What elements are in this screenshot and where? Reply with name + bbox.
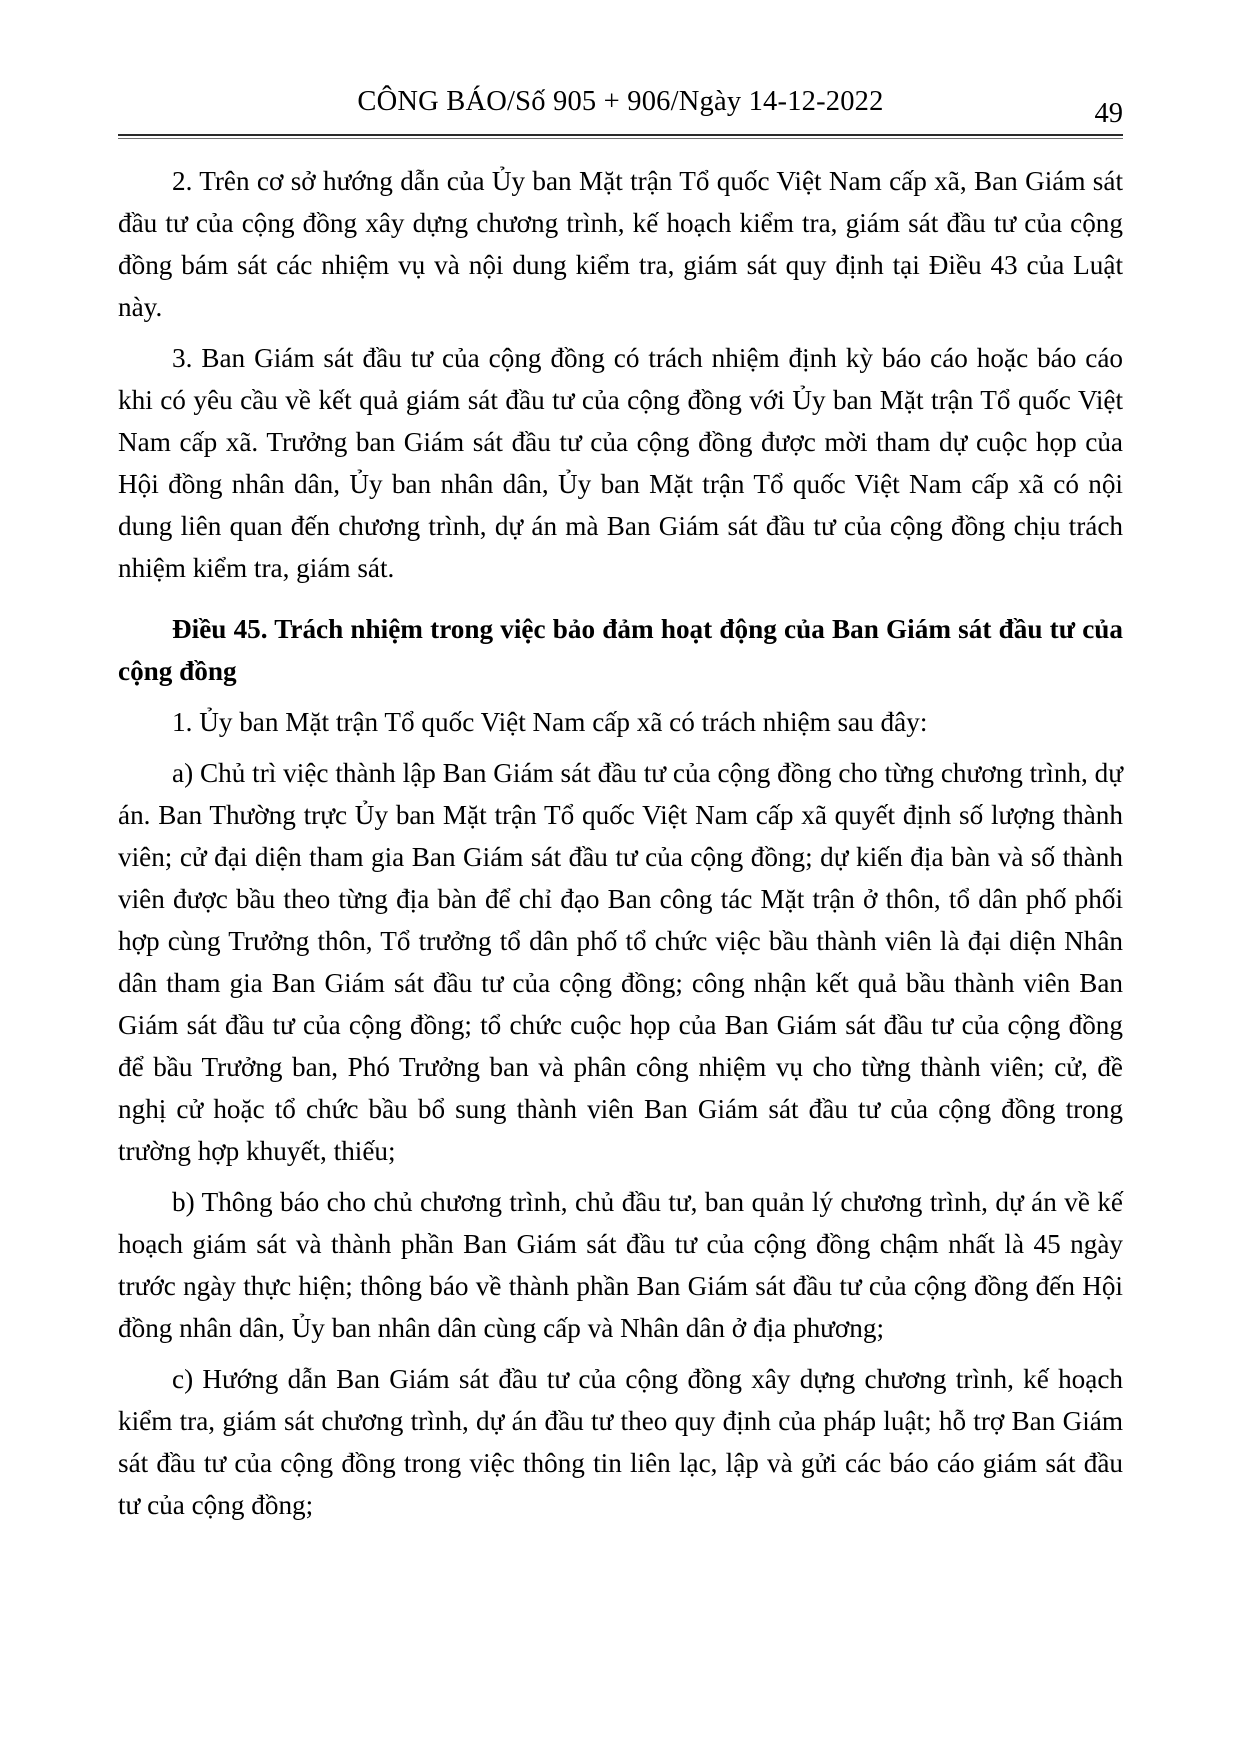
paragraph-article-45-point-c: c) Hướng dẫn Ban Giám sát đầu tư của cộng đồng xây dựng chương trình, kế hoạch kiểm tra, giám sát chương trình, dự án đầu tư theo quy định của pháp luật; hỗ trợ Ban Giám sát đầu tư của cộng đồng trong việc thông tin liên lạc, lập và gửi các báo cáo giám sát đầu tư của cộng đồng; [118,1364,1123,1521]
page-number: 49 [1094,98,1123,129]
running-head-title: CÔNG BÁO/Số 905 + 906/Ngày 14-12-2022 [357,86,884,117]
running-head [118,86,1123,130]
paragraph-article-45-point-b: b) Thông báo cho chủ chương trình, chủ đầu tư, ban quản lý chương trình, dự án về kế hoạch giám sát và thành phần Ban Giám sát đầu tư của cộng đồng chậm nhất là 45 ngày trước ngày thực hiện; thông báo về thành phần Ban Giám sát đầu tư của cộng đồng đến Hội đồng nhân dân, Ủy ban nhân dân cùng cấp và Nhân dân ở địa phương; [118,1187,1123,1344]
paragraph-clause-3: 3. Ban Giám sát đầu tư của cộng đồng có trách nhiệm định kỳ báo cáo hoặc báo cáo khi có yêu cầu về kết quả giám sát đầu tư của cộng đồng với Ủy ban Mặt trận Tổ quốc Việt Nam cấp xã. Trưởng ban Giám sát đầu tư của cộng đồng được mời tham dự cuộc họp của Hội đồng nhân dân, Ủy ban nhân dân, Ủy ban Mặt trận Tổ quốc Việt Nam cấp xã có nội dung liên quan đến chương trình, dự án mà Ban Giám sát đầu tư của cộng đồng chịu trách nhiệm kiểm tra, giám sát. [118,343,1123,584]
header-divider [118,134,1123,139]
paragraph-clause-2: 2. Trên cơ sở hướng dẫn của Ủy ban Mặt trận Tổ quốc Việt Nam cấp xã, Ban Giám sát đầu tư của cộng đồng xây dựng chương trình, kế hoạch kiểm tra, giám sát đầu tư của cộng đồng bám sát các nhiệm vụ và nội dung kiểm tra, giám sát quy định tại Điều 43 của Luật này. [118,166,1123,323]
paragraph-article-45-point-a: a) Chủ trì việc thành lập Ban Giám sát đầu tư của cộng đồng cho từng chương trình, dự án. Ban Thường trực Ủy ban Mặt trận Tổ quốc Việt Nam cấp xã quyết định số lượng thành viên; cử đại diện tham gia Ban Giám sát đầu tư của cộng đồng; dự kiến địa bàn và số thành viên được bầu theo từng địa bàn để chỉ đạo Ban công tác Mặt trận ở thôn, tổ dân phố phối hợp cùng Trưởng thôn, Tổ trưởng tổ dân phố tổ chức việc bầu thành viên là đại diện Nhân dân tham gia Ban Giám sát đầu tư của cộng đồng; công nhận kết quả bầu thành viên Ban Giám sát đầu tư của cộng đồng; tổ chức cuộc họp của Ban Giám sát đầu tư của cộng đồng để bầu Trưởng ban, Phó Trưởng ban và phân công nhiệm vụ cho từng thành viên; cử, đề nghị cử hoặc tổ chức bầu bổ sung thành viên Ban Giám sát đầu tư của cộng đồng trong trường hợp khuyết, thiếu; [118,758,1123,1167]
page-content-area [118,86,1123,1526]
paragraph-article-45-clause-1: 1. Ủy ban Mặt trận Tổ quốc Việt Nam cấp xã có trách nhiệm sau đây: [172,707,928,738]
article-45-heading: Điều 45. Trách nhiệm trong việc bảo đảm hoạt động của Ban Giám sát đầu tư của cộng đồng [118,614,1123,687]
document-body [118,160,1123,1526]
